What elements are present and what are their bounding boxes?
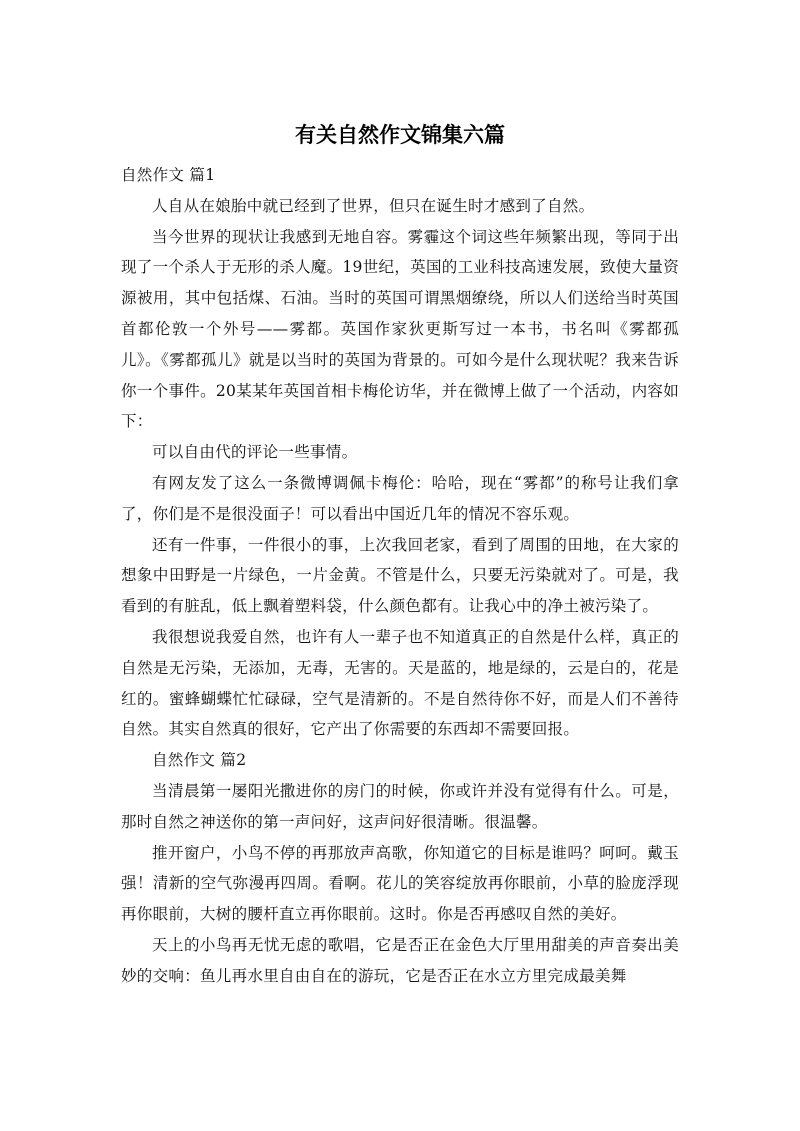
paragraph: 可以自由代的评论一些事情。: [152, 443, 358, 462]
paragraph: 推开窗户，小鸟不停的再那放声高歌，你知道它的目标是谁吗？呵呵。戴玉强！清新的空气弥漫再四周。看啊。花儿的笑容绽放再你眼前，小草的脸庞浮现再你眼前，大树的腰杆直立再你眼前。这时。你是否再感叹自然的美好。: [121, 843, 679, 924]
document-body: [121, 160, 679, 992]
paragraph: 天上的小鸟再无忧无虑的歌唱，它是否正在金色大厅里用甜美的声音奏出美妙的交响：鱼儿再水里自由自在的游玩，它是否正在水立方里完成最美舞: [121, 935, 679, 985]
section-heading: 自然作文 篇2: [152, 751, 247, 770]
paragraph: 人自从在娘胎中就已经到了世界，但只在诞生时才感到了自然。: [152, 196, 595, 215]
paragraph: 当清晨第一屡阳光撒进你的房门的时候，你或许并没有觉得有什么。可是，那时自然之神送你的第一声问好，这声问好很清晰。很温馨。: [121, 781, 679, 831]
paragraph: 当今世界的现状让我感到无地自容。雾霾这个词这些年频繁出现，等同于出现了一个杀人于无形的杀人魔。19世纪，英国的工业科技高速发展，致使大量资源被用，其中包括煤、石油。当时的英国可谓黑烟缭绕，所以人们送给当时英国首都伦敦一个外号——雾都。英国作家狄更斯写过一本书，书名叫《雾都孤儿》。《雾都孤儿》就是以当时的英国为背景的。可如今是什么现状呢？我来告诉你一个事件。20某某年英国首相卡梅伦访华，并在微博上做了一个活动，内容如下：: [121, 227, 679, 431]
section-heading: 自然作文 篇1: [121, 166, 216, 184]
paragraph: 有网友发了这么一条微博调佩卡梅伦：哈哈，现在“雾都”的称号让我们拿了，你们是不是很没面子！可以看出中国近几年的情况不容乐观。: [121, 473, 679, 523]
paragraph: 还有一件事，一件很小的事，上次我回老家，看到了周围的田地，在大家的想象中田野是一片绿色，一片金黄。不管是什么，只要无污染就对了。可是，我看到的有脏乱，低上飘着塑料袋，什么颜色都有。让我心中的净土被污染了。: [121, 535, 679, 616]
document-title: 有关自然作文锦集六篇: [295, 123, 505, 147]
paragraph: 我很想说我爱自然，也许有人一辈子也不知道真正的自然是什么样，真正的自然是无污染，无添加，无毒，无害的。天是蓝的，地是绿的，云是白的，花是红的。蜜蜂蝴蝶忙忙碌碌，空气是清新的。不是自然待你不好，而是人们不善待自然。其实自然真的很好，它产出了你需要的东西却不需要回报。: [121, 627, 679, 739]
